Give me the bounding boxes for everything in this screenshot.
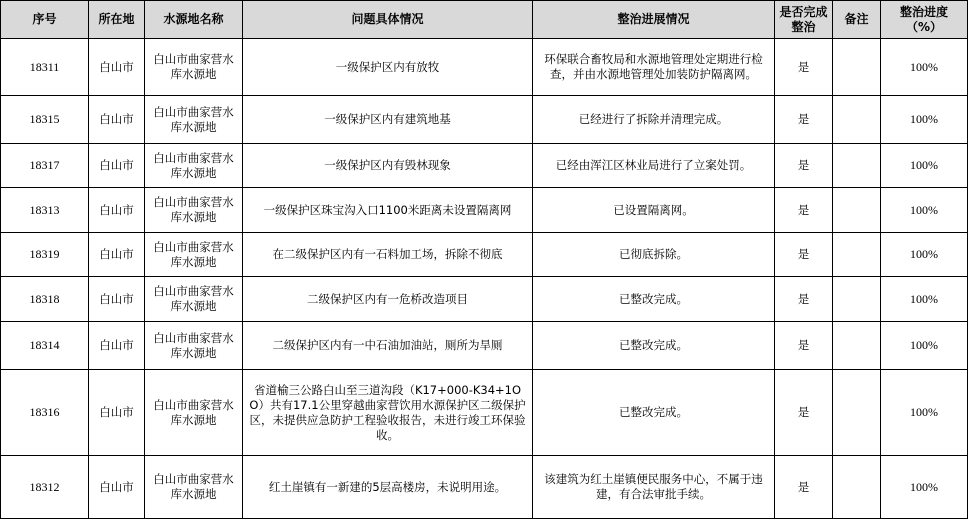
row-completed: 是 (775, 277, 833, 322)
row-note (833, 39, 881, 96)
row-id: 18311 (1, 39, 89, 96)
row-source-name: 白山市曲家营水库水源地 (145, 188, 243, 233)
row-source-name: 白山市曲家营水库水源地 (145, 144, 243, 188)
row-problem: 一级保护区珠宝沟入口1100米距离未设置隔离网 (243, 188, 533, 233)
header-problem: 问题具体情况 (243, 1, 533, 39)
row-completed: 是 (775, 456, 833, 519)
row-percent: 100% (881, 188, 968, 233)
row-percent: 100% (881, 144, 968, 188)
row-problem: 一级保护区内有毁林现象 (243, 144, 533, 188)
row-percent: 100% (881, 370, 968, 456)
row-completed: 是 (775, 322, 833, 370)
row-location: 白山市 (89, 456, 145, 519)
row-location: 白山市 (89, 277, 145, 322)
row-percent: 100% (881, 39, 968, 96)
row-location: 白山市 (89, 188, 145, 233)
header-location: 所在地 (89, 1, 145, 39)
row-completed: 是 (775, 144, 833, 188)
row-source-name: 白山市曲家营水库水源地 (145, 456, 243, 519)
table-row (1, 39, 968, 96)
table-row (1, 370, 968, 456)
row-problem: 二级保护区内有一危桥改造项目 (243, 277, 533, 322)
table-row (1, 188, 968, 233)
row-id: 18317 (1, 144, 89, 188)
row-location: 白山市 (89, 39, 145, 96)
row-location: 白山市 (89, 233, 145, 277)
row-percent: 100% (881, 277, 968, 322)
row-source-name: 白山市曲家营水库水源地 (145, 277, 243, 322)
row-location: 白山市 (89, 322, 145, 370)
row-note (833, 322, 881, 370)
row-problem: 在二级保护区内有一石料加工场，拆除不彻底 (243, 233, 533, 277)
row-source-name: 白山市曲家营水库水源地 (145, 233, 243, 277)
row-progress: 已整改完成。 (533, 322, 775, 370)
header-row (1, 1, 968, 39)
row-id: 18312 (1, 456, 89, 519)
table-row (1, 233, 968, 277)
header-percent: 整治进度（%） (881, 1, 968, 39)
row-note (833, 233, 881, 277)
row-progress: 已经由浑江区林业局进行了立案处罚。 (533, 144, 775, 188)
row-completed: 是 (775, 370, 833, 456)
row-problem: 红土崖镇有一新建的5层高楼房，未说明用途。 (243, 456, 533, 519)
row-source-name: 白山市曲家营水库水源地 (145, 322, 243, 370)
row-percent: 100% (881, 456, 968, 519)
row-id: 18316 (1, 370, 89, 456)
row-percent: 100% (881, 96, 968, 144)
row-id: 18315 (1, 96, 89, 144)
row-problem: 一级保护区内有建筑地基 (243, 96, 533, 144)
table-row (1, 322, 968, 370)
row-progress: 已整改完成。 (533, 370, 775, 456)
row-note (833, 370, 881, 456)
row-progress: 已设置隔离网。 (533, 188, 775, 233)
row-source-name: 白山市曲家营水库水源地 (145, 96, 243, 144)
row-location: 白山市 (89, 96, 145, 144)
row-note (833, 277, 881, 322)
header-source-name: 水源地名称 (145, 1, 243, 39)
header-note: 备注 (833, 1, 881, 39)
row-completed: 是 (775, 39, 833, 96)
row-progress: 环保联合畜牧局和水源地管理处定期进行检查，并由水源地管理处加装防护隔离网。 (533, 39, 775, 96)
row-id: 18318 (1, 277, 89, 322)
row-note (833, 188, 881, 233)
row-progress: 已彻底拆除。 (533, 233, 775, 277)
row-id: 18314 (1, 322, 89, 370)
row-source-name: 白山市曲家营水库水源地 (145, 370, 243, 456)
row-percent: 100% (881, 233, 968, 277)
row-note (833, 144, 881, 188)
row-location: 白山市 (89, 144, 145, 188)
row-location: 白山市 (89, 370, 145, 456)
table-row (1, 144, 968, 188)
table-row (1, 456, 968, 519)
row-progress: 该建筑为红土崖镇便民服务中心，不属于违建，有合法审批手续。 (533, 456, 775, 519)
row-completed: 是 (775, 233, 833, 277)
row-source-name: 白山市曲家营水库水源地 (145, 39, 243, 96)
row-id: 18313 (1, 188, 89, 233)
header-completed: 是否完成整治 (775, 1, 833, 39)
row-note (833, 456, 881, 519)
row-progress: 已经进行了拆除并清理完成。 (533, 96, 775, 144)
header-id: 序号 (1, 1, 89, 39)
table-row (1, 96, 968, 144)
row-progress: 已整改完成。 (533, 277, 775, 322)
header-progress: 整治进展情况 (533, 1, 775, 39)
row-problem: 一级保护区内有放牧 (243, 39, 533, 96)
row-note (833, 96, 881, 144)
table-row (1, 277, 968, 322)
row-id: 18319 (1, 233, 89, 277)
row-problem: 省道榆三公路白山至三道沟段（K17+000-K34+1OO）共有17.1公里穿越曲家营饮用水源保护区二级保护区，未提供应急防护工程验收报告，未进行竣工环保验收。 (243, 370, 533, 456)
row-percent: 100% (881, 322, 968, 370)
row-completed: 是 (775, 188, 833, 233)
row-completed: 是 (775, 96, 833, 144)
row-problem: 二级保护区内有一中石油加油站，厕所为旱厕 (243, 322, 533, 370)
